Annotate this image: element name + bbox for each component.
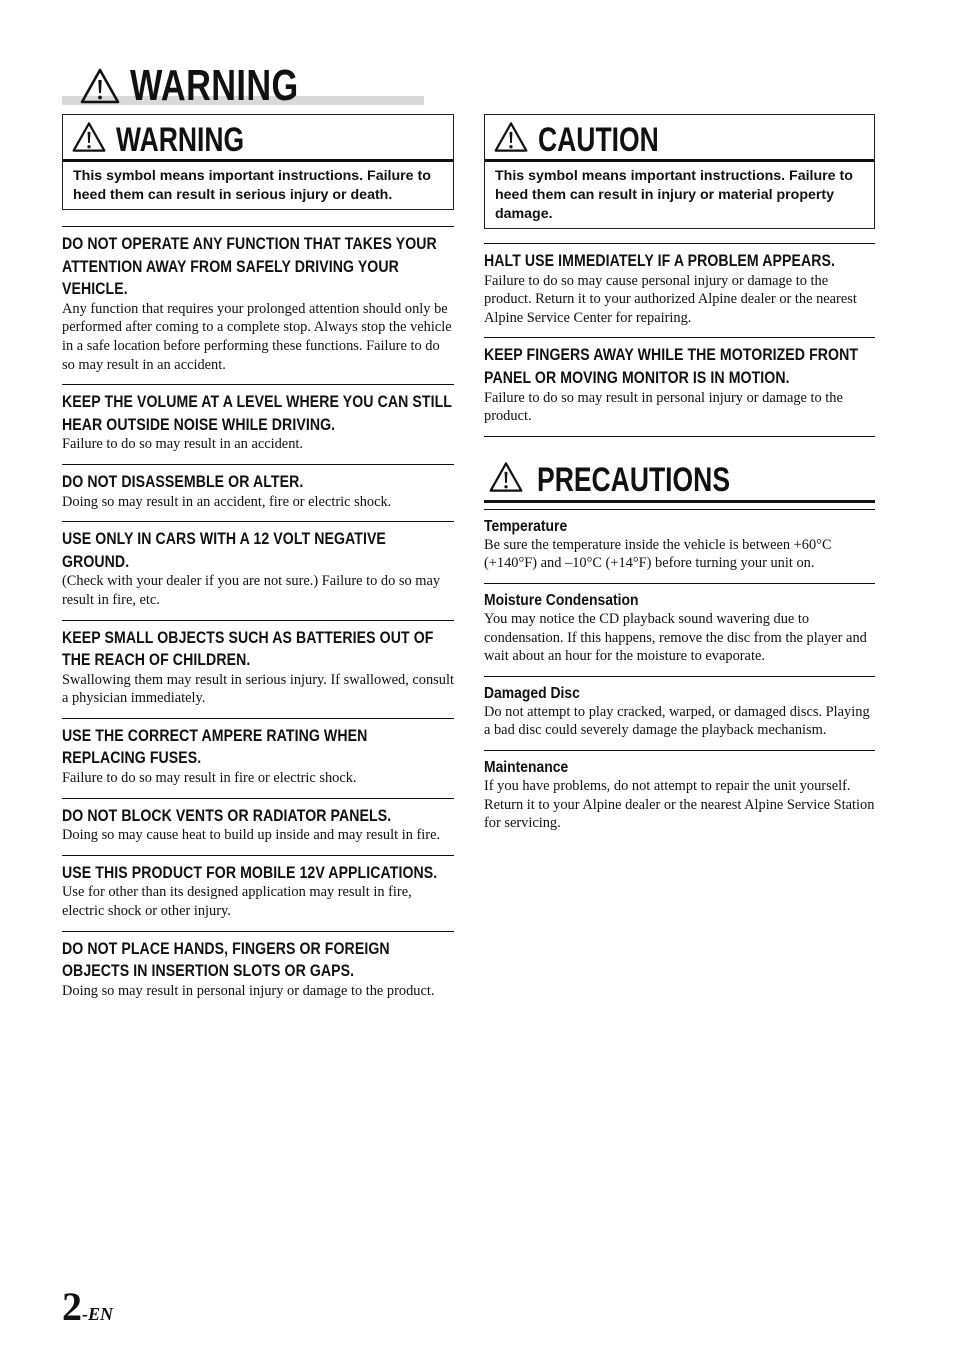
precaution-item-heading: Moisture Condensation [484, 591, 639, 609]
warning-item-text: Use for other than its designed application may result in fire, electric shock or other injury. [62, 884, 412, 920]
warning-item-heading: KEEP THE VOLUME AT A LEVEL WHERE YOU CAN STILL HEAR OUTSIDE NOISE WHILE DRIVING. [62, 392, 452, 434]
warning-item-text: Any function that requires your prolonged attention should only be performed after coming to a complete stop. Always stop the vehicle in a safe location before performing these functions. Failure to do so may result in an accident. [62, 300, 452, 373]
warning-item-text: Doing so may result in an accident, fire or electric shock. [62, 493, 392, 510]
warning-item-text: Swallowing them may result in serious injury. If swallowed, consult a physician immediately. [62, 671, 454, 707]
caution-item-text: Failure to do so may cause personal injury or damage to the product. Return it to your authorized Alpine dealer or the nearest Alpine Service Center for repairing. [484, 272, 857, 326]
warning-item [62, 718, 454, 798]
warning-item-heading: KEEP SMALL OBJECTS SUCH AS BATTERIES OUT OF THE REACH OF CHILDREN. [62, 627, 434, 670]
caution-item [484, 243, 875, 337]
page-title [62, 61, 424, 110]
warning-item [62, 464, 454, 521]
caution-item-heading: KEEP FINGERS AWAY WHILE THE MOTORIZED FRONT PANEL OR MOVING MONITOR IS IN MOTION. [484, 345, 859, 387]
precautions-heading [484, 437, 875, 509]
precaution-item-heading: Damaged Disc [484, 684, 580, 702]
warning-item [62, 855, 454, 931]
warning-item-heading: USE THE CORRECT AMPERE RATING WHEN REPLACING FUSES. [62, 725, 368, 768]
precaution-item-text: You may notice the CD playback sound wavering due to condensation. If this happens, remove the disc from the player and wait about an hour for the moisture to evaporate. [484, 610, 867, 665]
warning-item-heading: DO NOT PLACE HANDS, FINGERS OR FOREIGN OBJECTS IN INSERTION SLOTS OR GAPS. [62, 938, 390, 981]
caution-box-text: This symbol means important instructions. Failure to heed them can result in injury or material property damage. [495, 168, 853, 222]
warning-item-heading: DO NOT BLOCK VENTS OR RADIATOR PANELS. [62, 805, 392, 825]
warning-box-text: This symbol means important instructions. Failure to heed them can result in serious injury or death. [73, 168, 431, 203]
warning-item-text: Failure to do so may result in fire or electric shock. [62, 770, 357, 787]
warning-item [62, 931, 454, 1011]
precaution-item [484, 509, 875, 583]
warning-item [62, 226, 454, 384]
caution-item-text: Failure to do so may result in personal injury or damage to the product. [484, 389, 843, 425]
precaution-item [484, 676, 875, 750]
caution-item-heading: HALT USE IMMEDIATELY IF A PROBLEM APPEARS. [484, 251, 835, 270]
warning-item-heading: DO NOT DISASSEMBLE OR ALTER. [62, 471, 304, 491]
precaution-item [484, 583, 875, 676]
precautions-title: PRECAUTIONS [537, 460, 731, 499]
page-title-text: WARNING [130, 61, 299, 110]
warning-item-text: Doing so may result in personal injury or damage to the product. [62, 982, 435, 999]
warning-item-heading: USE THIS PRODUCT FOR MOBILE 12V APPLICATIONS. [62, 862, 438, 882]
warning-box [62, 114, 454, 210]
warning-item-text: (Check with your dealer if you are not sure.) Failure to do so may result in fire, etc. [62, 573, 441, 608]
warning-box-title: WARNING [116, 121, 245, 159]
caution-box [484, 114, 875, 229]
precaution-item [484, 750, 875, 843]
caution-box-title: CAUTION [538, 121, 659, 159]
precaution-item-heading: Maintenance [484, 758, 569, 776]
warning-item-heading: USE ONLY IN CARS WITH A 12 VOLT NEGATIVE GROUND. [62, 529, 386, 571]
precaution-item-heading: Temperature [484, 517, 568, 535]
precaution-item-text: Be sure the temperature inside the vehicle is between +60°C (+140°F) and –10°C (+14°F) before turning your unit on. [484, 536, 832, 572]
right-column [484, 114, 875, 843]
warning-triangle-icon [494, 121, 528, 153]
precautions-rule [484, 500, 875, 503]
warning-item [62, 620, 454, 718]
warning-item-heading: DO NOT OPERATE ANY FUNCTION THAT TAKES YOUR ATTENTION AWAY FROM SAFELY DRIVING YOUR VEHICLE. [62, 234, 437, 299]
warning-item [62, 798, 454, 855]
warning-item-text: Failure to do so may result in an accident. [62, 436, 303, 453]
caution-item [484, 337, 875, 435]
warning-triangle-icon [80, 68, 120, 104]
precaution-item-text: Do not attempt to play cracked, warped, or damaged discs. Playing a bad disc could severely damage the playback mechanism. [484, 703, 870, 739]
warning-item [62, 384, 454, 464]
warning-item [62, 521, 454, 619]
page-number-suffix: -EN [82, 1304, 113, 1324]
page-number-value: 2 [62, 1284, 82, 1329]
warning-triangle-icon [489, 461, 523, 493]
precaution-item-text: If you have problems, do not attempt to repair the unit yourself. Return it to your Alpine dealer or the nearest Alpine Service Station for servicing. [484, 777, 875, 832]
warning-triangle-icon [72, 121, 106, 153]
warning-item-text: Doing so may cause heat to build up inside and may result in fire. [62, 827, 441, 844]
page-number [62, 1285, 113, 1329]
left-column [62, 114, 454, 1010]
